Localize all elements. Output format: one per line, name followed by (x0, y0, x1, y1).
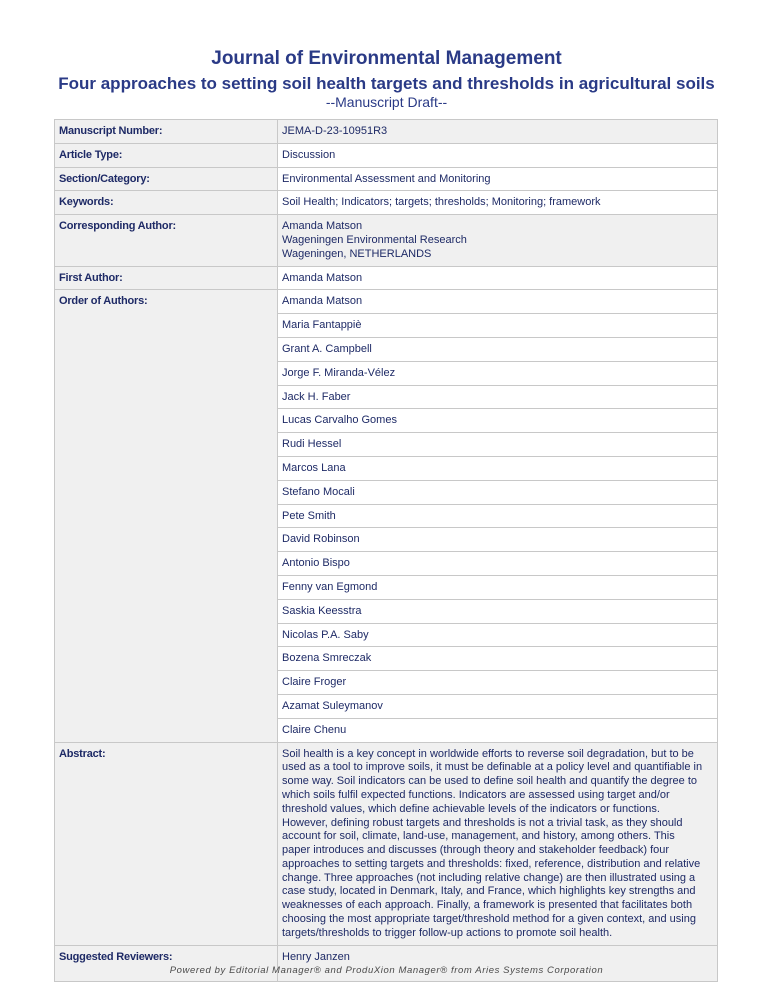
manuscript-metadata-table (54, 119, 718, 982)
manuscript-number-label: Manuscript Number: (55, 120, 278, 144)
row-manuscript-number (55, 120, 718, 144)
row-article-type (55, 143, 718, 167)
row-first-author (55, 266, 718, 290)
abstract-line: case study, located in Denmark, Italy, and France, which highlights key strengths and (282, 885, 696, 898)
corresponding-author-institution: Wageningen Environmental Research (282, 233, 467, 246)
author-item: Lucas Carvalho Gomes (278, 409, 718, 433)
abstract-text (278, 742, 718, 945)
author-item: Fenny van Egmond (278, 575, 718, 599)
suggested-reviewers-label: Suggested Reviewers: (55, 945, 278, 981)
author-item: Saskia Keesstra (278, 599, 718, 623)
author-item: Jack H. Faber (278, 385, 718, 409)
abstract-line: account for soil, climate, land-use, management, and history, among others. This (282, 830, 675, 843)
manuscript-title: Four approaches to setting soil health targets and thresholds in agricultural soils (58, 74, 715, 93)
author-item: Amanda Matson (278, 290, 718, 314)
author-item: Pete Smith (278, 504, 718, 528)
row-order-of-authors (55, 290, 718, 314)
abstract-line: paper introduces and discusses (through theory and stakeholder feedback) four (282, 844, 670, 857)
abstract-line: targets/thresholds to trigger follow-up actions to promote soil health. (282, 926, 613, 939)
corresponding-author-value (278, 215, 718, 266)
section-label: Section/Category: (55, 167, 278, 191)
row-abstract (55, 742, 718, 945)
author-item: David Robinson (278, 528, 718, 552)
abstract-line: some way. Soil indicators can be used to define soil health and quantify the degree to (282, 775, 698, 788)
author-item: Marcos Lana (278, 456, 718, 480)
document-header (0, 48, 773, 110)
author-item: Rudi Hessel (278, 433, 718, 457)
section-value: Environmental Assessment and Monitoring (278, 167, 718, 191)
row-section (55, 167, 718, 191)
row-keywords (55, 191, 718, 215)
author-item: Grant A. Campbell (278, 337, 718, 361)
article-type-label: Article Type: (55, 143, 278, 167)
abstract-line: used as a tool to improve soils, it must be definable at a policy level and quantifiable in (282, 761, 703, 774)
author-item: Claire Chenu (278, 718, 718, 742)
first-author-value: Amanda Matson (278, 266, 718, 290)
order-of-authors-label: Order of Authors: (55, 290, 278, 742)
abstract-line: approaches to setting targets and thresholds: fixed, reference, distribution and relative (282, 857, 701, 870)
abstract-line: weaknesses of each approach. Finally, a framework is presented that facilitates both (282, 899, 693, 912)
first-author-label: First Author: (55, 266, 278, 290)
author-item: Antonio Bispo (278, 552, 718, 576)
journal-name: Journal of Environmental Management (211, 48, 562, 69)
abstract-line: However, defining robust targets and thresholds is not a trivial task, as they should (282, 816, 683, 829)
keywords-value: Soil Health; Indicators; targets; thresholds; Monitoring; framework (278, 191, 718, 215)
author-item: Stefano Mocali (278, 480, 718, 504)
author-item: Maria Fantappiè (278, 314, 718, 338)
manuscript-number-value: JEMA-D-23-10951R3 (278, 120, 718, 144)
author-item: Jorge F. Miranda-Vélez (278, 361, 718, 385)
abstract-line: Soil health is a key concept in worldwide efforts to reverse soil degradation, but to be (282, 747, 694, 760)
abstract-line: threshold values, which define achievable levels of the indicators or functions. (282, 802, 660, 815)
corresponding-author-label: Corresponding Author: (55, 215, 278, 266)
draft-label: --Manuscript Draft-- (325, 94, 448, 110)
author-item: Nicolas P.A. Saby (278, 623, 718, 647)
corresponding-author-location: Wageningen, NETHERLANDS (282, 247, 432, 260)
abstract-line: choosing the most appropriate target/threshold method for a given context, and using (282, 913, 696, 926)
corresponding-author-name: Amanda Matson (282, 220, 363, 233)
abstract-label: Abstract: (55, 742, 278, 945)
article-type-value: Discussion (278, 143, 718, 167)
keywords-label: Keywords: (55, 191, 278, 215)
abstract-line: change. Three approaches (not including relative change) are then illustrated using a (282, 871, 696, 884)
author-item: Bozena Smreczak (278, 647, 718, 671)
author-item: Azamat Suleymanov (278, 694, 718, 718)
suggested-reviewers-value: Henry Janzen (278, 945, 718, 981)
row-corresponding-author (55, 215, 718, 266)
author-item: Claire Froger (278, 671, 718, 695)
powered-by-footer: Powered by Editorial Manager® and ProduXion Manager® from Aries Systems Corporation (169, 965, 604, 976)
abstract-line: which soils fulfil expected functions. Indicators are assessed using target and/or (282, 788, 670, 801)
